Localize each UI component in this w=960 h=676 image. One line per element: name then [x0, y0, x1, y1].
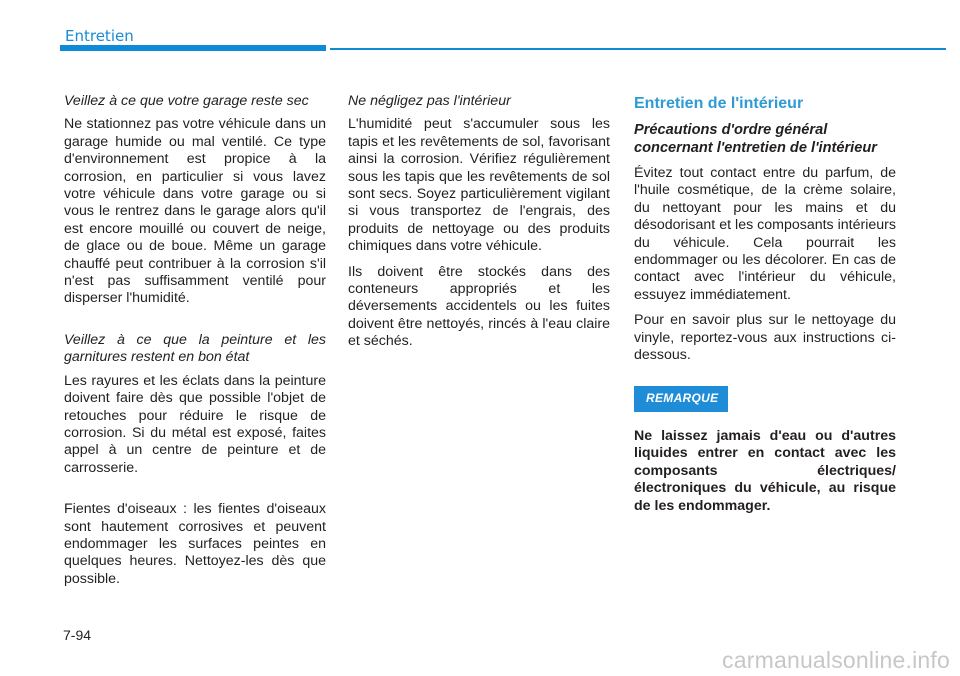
paragraph-garage-humidity: Ne stationnez pas votre véhicule dans un garage humide ou mal ventilé. Ce type d'environnement est propice à la corrosion, en particulier si vous lavez votre véhicule dans votre garage ou si vous le rentrez dans le garage alors qu'il est encore mouillé ou couvert de neige, de glace ou de boue. Même un garage chauffé peut contribuer à la corrosion s'il n'est pas suffisamment ventilé pour disperser l'humidité. — [64, 116, 326, 307]
spacer — [64, 316, 326, 332]
subheading-garage-dry: Veillez à ce que votre garage reste sec — [64, 93, 309, 109]
subheading-interior: Ne négligez pas l'intérieur — [348, 93, 511, 109]
page-number: 7-94 — [63, 627, 92, 643]
paragraph-storage: Ils doivent être stockés dans des conteneurs appropriés et les déversements accidentels ou les fuites doivent être nettoyés, rincés à l'eau claire et séchés. — [348, 263, 610, 350]
paragraph-bird-droppings: Fientes d'oiseaux : les fientes d'oiseaux sont hautement corrosives et peuvent endommager les surfaces peintes en quelques heures. Nettoyez-les dès que possible. — [64, 501, 326, 587]
header-rule-thin — [330, 48, 946, 50]
watermark: carmanualsonline.info — [722, 647, 950, 673]
section-title-interior-care: Entretien de l'intérieur — [634, 95, 804, 112]
paragraph-vinyl-cleaning: Pour en savoir plus sur le nettoyage du vinyle, reportez-vous aux instructions ci-dessous. — [634, 312, 896, 364]
note-badge: REMARQUE — [634, 386, 728, 411]
column-right — [634, 93, 896, 523]
subtitle-general-precautions: Précautions d'ordre général concernant l'entretien de l'intérieur — [634, 122, 877, 156]
paragraph-paint-scratches: Les rayures et les éclats dans la peinture doivent faire dès que possible l'objet de retouches pour réduire le risque de corrosion. Si du métal est exposé, faites appel à un centre de peinture et de carrosserie. — [64, 372, 326, 476]
spacer — [64, 485, 326, 501]
header-rule-thick — [60, 45, 326, 51]
column-middle — [348, 93, 610, 359]
section-header-title: Entretien — [65, 27, 134, 45]
column-left — [64, 93, 326, 596]
note-text: Ne laissez jamais d'eau ou d'autres liquides entrer en contact avec les composants électriques/ électroniques du véhicule, au risque de les endommager. — [634, 427, 896, 514]
subheading-paint-condition: Veillez à ce que la peinture et les garnitures restent en bon état — [64, 331, 326, 366]
paragraph-avoid-contact: Évitez tout contact entre du parfum, de l'huile cosmétique, de la crème solaire, du nettoyant pour les mains et du désodorisant et les composants intérieurs du véhicule. Cela pourrait les endommager ou les décolorer. En cas de contact avec l'intérieur du véhicule, essuyez immédiatement. — [634, 165, 896, 303]
paragraph-interior-humidity: L'humidité peut s'accumuler sous les tapis et les revêtements de sol, favorisant ainsi la corrosion. Vérifiez régulièrement sous les tapis que les revêtements de sol sont secs. Soyez particulièrement vigilant si vous transportez de l'engrais, des produits de nettoyage ou des produits chimiques dans votre véhicule. — [348, 116, 610, 255]
